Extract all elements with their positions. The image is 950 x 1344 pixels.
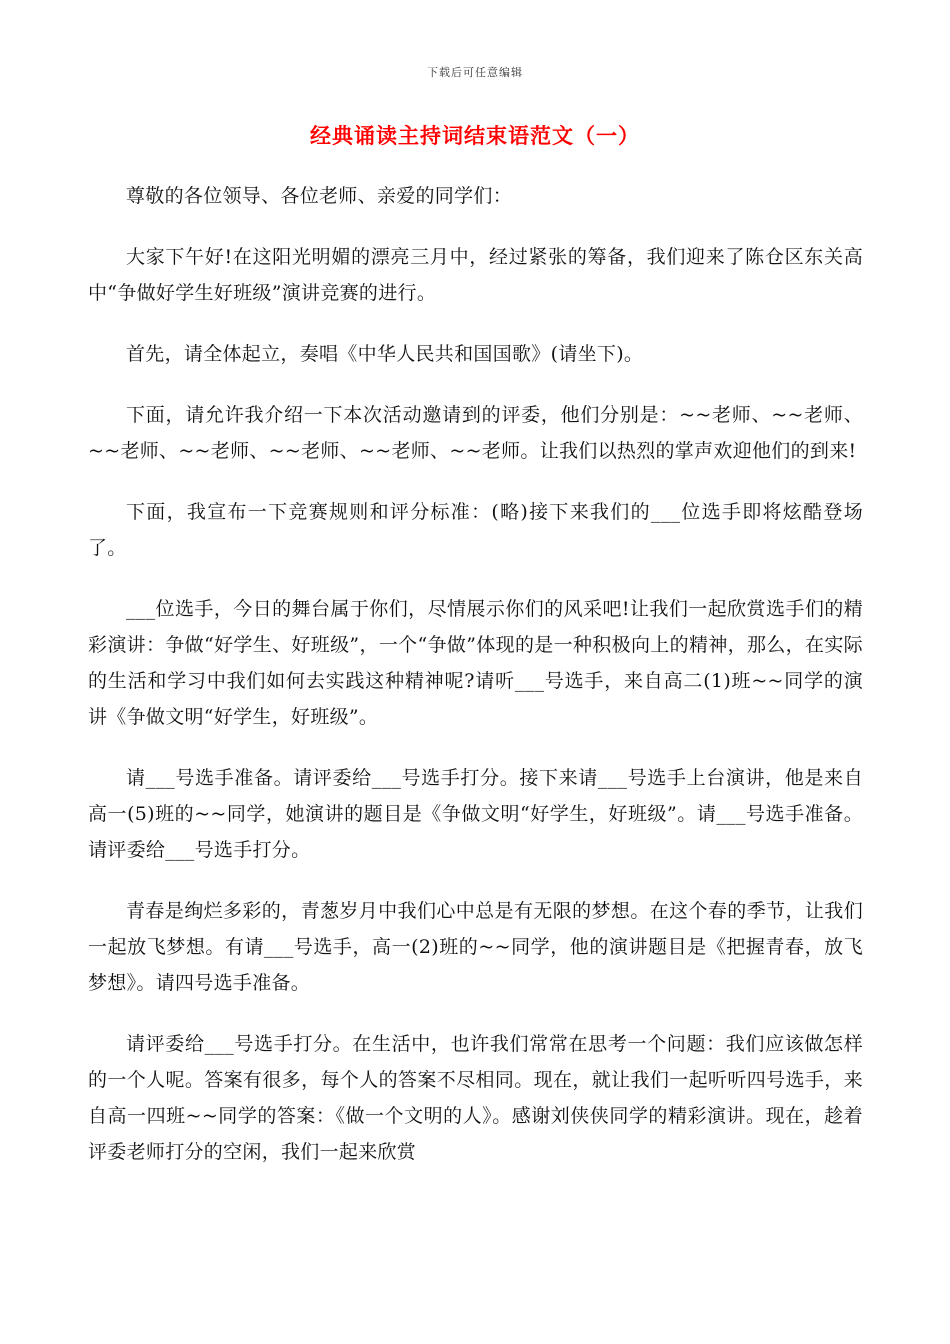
paragraph-salutation: 尊敬的各位领导、各位老师、亲爱的同学们： <box>126 185 513 207</box>
paragraph-contestants: ___位选手，今日的舞台属于你们，尽情展示你们的风采吧!让我们一起欣赏选手们的精彩演讲：争做“好学生、好班级”，一个“争做”体现的是一种积极向上的精神，那么，在实际的生活和学习中我们如何去实践这种精神呢?请听___号选手，来自高二(1)班~~同学的演讲《争做文明“好学生，好班级”。 <box>88 598 863 728</box>
header-note: 下载后可任意编辑 <box>427 66 523 79</box>
document-title: 经典诵读主持词结束语范文（一） <box>310 123 640 148</box>
paragraph-scoring: 请___号选手准备。请评委给___号选手打分。接下来请___号选手上台演讲，他是来自高一(5)班的~~同学，她演讲的题目是《争做文明“好学生，好班级”。请___号选手准备。请评委给___号选手打分。 <box>88 767 863 861</box>
document-body <box>88 178 863 1195</box>
paragraph-greeting: 大家下午好!在这阳光明媚的漂亮三月中，经过紧张的筹备，我们迎来了陈仓区东关高中“争做好学生好班级”演讲竞赛的进行。 <box>88 246 863 304</box>
paragraph-anthem: 首先，请全体起立，奏唱《中华人民共和国国歌》(请坐下)。 <box>126 343 644 365</box>
paragraph-civility: 请评委给___号选手打分。在生活中，也许我们常常在思考一个问题：我们应该做怎样的一个人呢。答案有很多，每个人的答案不尽相同。现在，就让我们一起听听四号选手，来自高一四班~~同学的答案：《做一个文明的人》。感谢刘侠侠同学的精彩演讲。现在，趁着评委老师打分的空闲，我们一起来欣赏 <box>88 1033 863 1163</box>
paragraph-rules: 下面，我宣布一下竞赛规则和评分标准：(略)接下来我们的___位选手即将炫酷登场了。 <box>88 501 863 559</box>
paragraph-judges: 下面，请允许我介绍一下本次活动邀请到的评委，他们分别是：~~老师、~~老师、~~老师、~~老师、~~老师、~~老师、~~老师。让我们以热烈的掌声欢迎他们的到来! <box>88 404 863 462</box>
paragraph-youth: 青春是绚烂多彩的，青葱岁月中我们心中总是有无限的梦想。在这个春的季节，让我们一起放飞梦想。有请___号选手，高一(2)班的~~同学，他的演讲题目是《把握青春，放飞梦想》。请四号选手准备。 <box>88 900 863 994</box>
